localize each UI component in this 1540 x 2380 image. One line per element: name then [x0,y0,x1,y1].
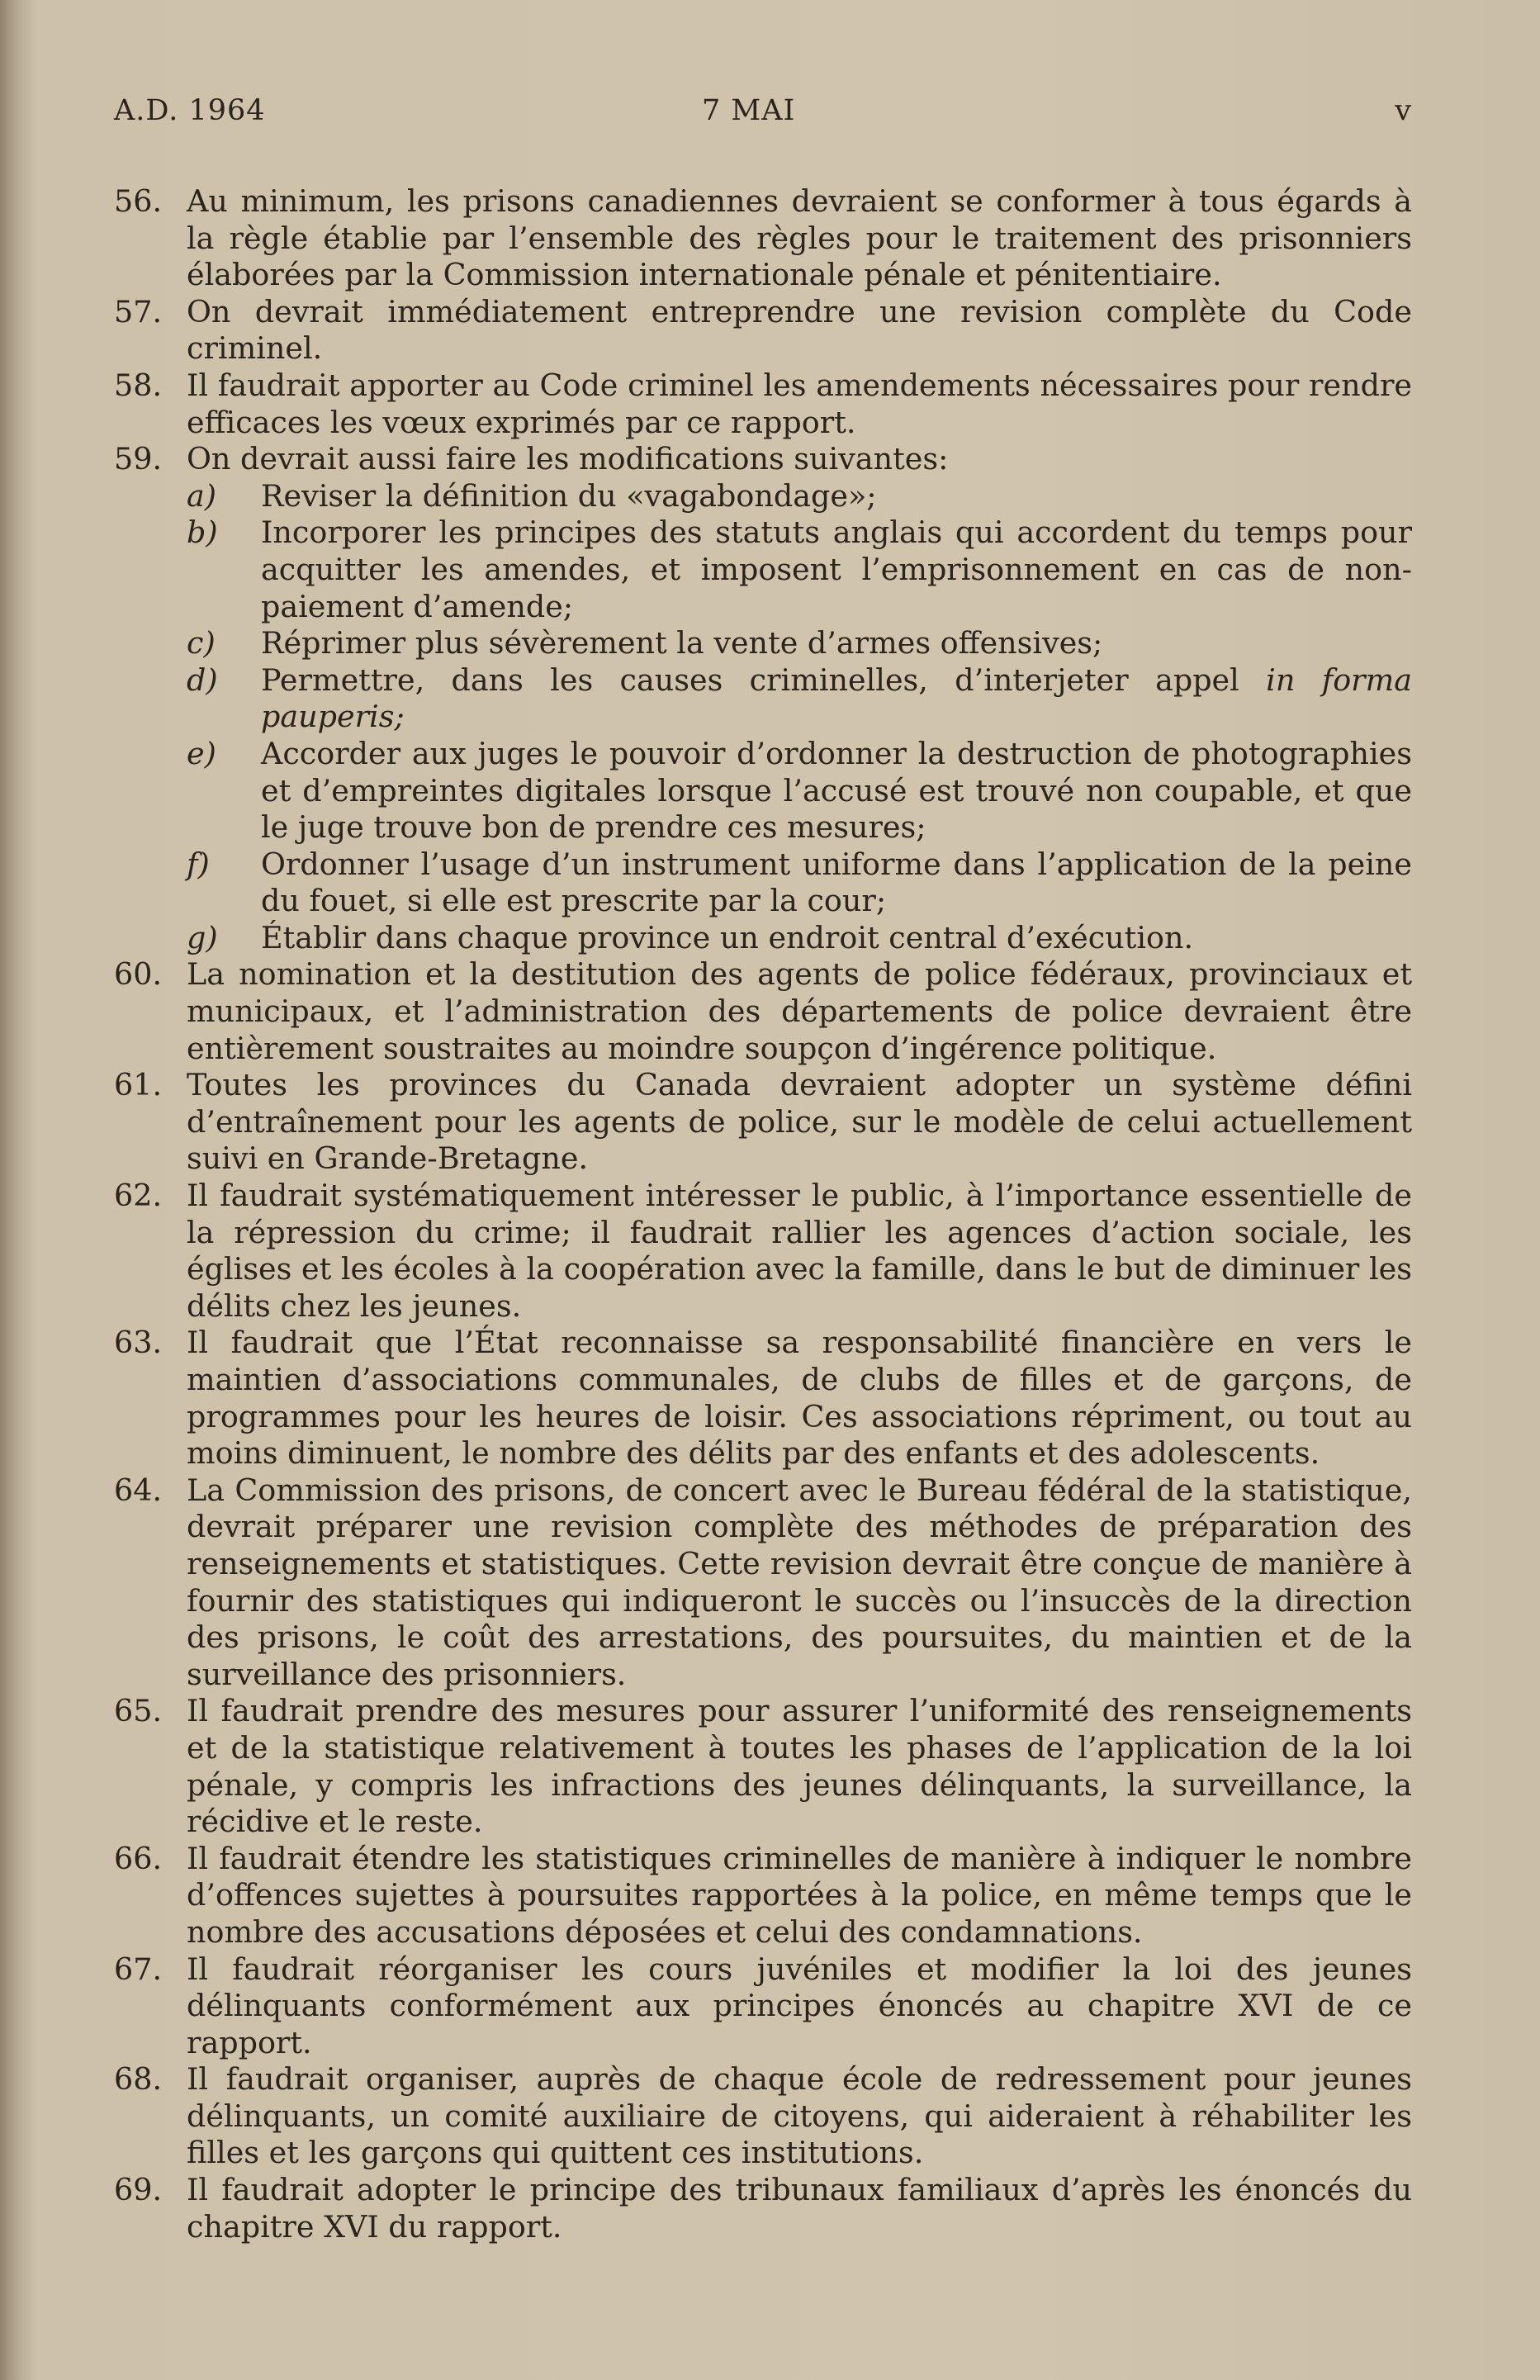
sub-item-plain-text: Réprimer plus sévèrement la vente d’armes offensives; [261,625,1103,661]
list-item [114,1693,1412,1840]
item-text: Il faudrait que l’État reconnaisse sa responsabilité financière en vers le maintien d’associations communales, de clubs de filles et de garçons, de programmes pour les heures de loisir. Ces associations répriment, ou tout au moins diminuent, le nombre des délits par des enfants et des adolescents. [187,1325,1412,1472]
item-number: 59. [114,441,163,477]
item-text: Il faudrait adopter le principe des tribunaux familiaux d’après les énoncés du chapitre XVI du rapport. [187,2172,1412,2245]
item-text: Il faudrait réorganiser les cours juvéniles et modifier la loi des jeunes délinquants conformément aux principes énoncés au chapitre XVI de ce rapport. [187,1951,1412,2060]
header-year: A.D. 1964 [114,94,266,127]
sub-item [187,514,1412,625]
item-body [187,1067,1412,1178]
sub-item-text [261,846,1412,920]
item-number: 66. [114,1840,163,1876]
list-item [114,183,1412,294]
item-body [187,1951,1412,2062]
sub-item-plain-text: Permettre, dans les causes criminelles, d’interjeter appel [261,661,1267,698]
sub-item-letter: e) [187,735,216,771]
item-number: 64. [114,1472,163,1508]
sub-item-letter: a) [187,477,217,514]
item-body [187,294,1412,367]
item-body [187,1325,1412,1472]
sub-item-text [261,478,1412,515]
list-item [114,2172,1412,2245]
sub-item-plain-text: Reviser la définition du «vagabondage»; [261,477,877,514]
sub-item-letter: b) [187,514,218,551]
item-body [187,367,1412,441]
list-item [114,294,1412,367]
list-item [114,1067,1412,1178]
sub-item-italic-text: in forma pauperis; [261,661,1412,735]
item-number: 56. [114,183,163,219]
sub-item-plain-text: Établir dans chaque province un endroit central d’exécution. [261,919,1194,955]
item-text: Toutes les provinces du Canada devraient adopter un système défini d’entraînement pour les agents de police, sur le modèle de celui actuellement suivi en Grande-Bretagne. [187,1067,1412,1177]
sub-item [187,478,1412,515]
item-body [187,1472,1412,1694]
sub-list [187,478,1412,957]
item-number: 67. [114,1951,163,1987]
item-text: La Commission des prisons, de concert avec le Bureau fédéral de la statistique, devrait préparer une revision complète des méthodes de préparation des renseignements et statistiques. Cette revision devrait être conçue de manière à fournir des statistiques qui indiqueront le succès ou l’insuccès de la direction des prisons, le coût des arrestations, des poursuites, du maintien et de la surveillance des prisonniers. [187,1472,1412,1692]
item-number: 63. [114,1325,163,1361]
item-number: 62. [114,1178,163,1214]
sub-item-text [261,625,1412,662]
sub-item-text [261,662,1412,736]
item-number: 57. [114,293,163,330]
item-text: Il faudrait systématiquement intéresser le public, à l’importance essentielle de la répression du crime; il faudrait rallier les agences d’action sociale, les églises et les écoles à la coopération avec la famille, dans le but de diminuer les délits chez les jeunes. [187,1178,1412,1324]
item-number: 65. [114,1693,163,1729]
list-item [114,441,1412,956]
item-number: 68. [114,2061,163,2098]
item-body [187,2061,1412,2172]
page-spine-shadow [0,0,31,2380]
sub-item-plain-text: Incorporer les principes des statuts anglais qui accordent du temps pour acquitter les amendes, et imposent l’emprisonnement en cas de non-paiement d’amende; [261,514,1412,624]
item-number: 60. [114,956,163,993]
item-number: 61. [114,1067,163,1103]
header-date: 7 MAI [702,94,796,127]
sub-item-letter: d) [187,661,218,698]
item-text: Il faudrait étendre les statistiques criminelles de manière à indiquer le nombre d’offences sujettes à poursuites rapportées à la police, en même temps que le nombre des accusations déposées et celui des condamnations. [187,1840,1412,1950]
recommendations-list [114,183,1412,2245]
sub-item-plain-text: Accorder aux juges le pouvoir d’ordonner la destruction de photographies et d’empreintes digitales lorsque l’accusé est trouvé non coupable, et que le juge trouve bon de prendre ces mesures; [261,735,1412,846]
sub-item-letter: f) [187,846,210,882]
item-text: On devrait immédiatement entreprendre une revision complète du Code criminel. [187,293,1412,367]
list-item [114,956,1412,1067]
item-body [187,2172,1412,2245]
sub-item [187,625,1412,662]
sub-item-plain-text: Ordonner l’usage d’un instrument uniforme dans l’application de la peine du fouet, si elle est prescrite par la cour; [261,846,1412,919]
sub-item [187,920,1412,957]
list-item [114,1325,1412,1472]
sub-item-letter: g) [187,919,218,955]
item-text: Il faudrait organiser, auprès de chaque école de redressement pour jeunes délinquants, un comité auxiliaire de citoyens, qui aideraient à réhabiliter les filles et les garçons qui quittent ces institutions. [187,2061,1412,2171]
item-body [187,1841,1412,1951]
item-text: Il faudrait apporter au Code criminel les amendements nécessaires pour rendre efficaces les vœux exprimés par ce rapport. [187,367,1412,440]
list-item [114,2061,1412,2172]
item-body [187,956,1412,1067]
sub-item-text [261,920,1412,957]
running-header [114,94,1412,134]
item-text: On devrait aussi faire les modifications suivantes: [187,441,949,477]
item-body [187,183,1412,294]
sub-item-letter: c) [187,625,216,661]
item-body [187,441,1412,956]
item-body [187,1178,1412,1325]
list-item [114,1951,1412,2062]
item-text: La nomination et la destitution des agents de police fédéraux, provinciaux et municipaux, et l’administration des départements de police devraient être entièrement soustraites au moindre soupçon d’ingérence politique. [187,956,1412,1066]
list-item [114,1178,1412,1325]
sub-item-text [261,514,1412,625]
list-item [114,1841,1412,1951]
sub-item [187,662,1412,736]
sub-item-text [261,736,1412,846]
item-body [187,1693,1412,1840]
item-text: Il faudrait prendre des mesures pour assurer l’uniformité des renseignements et de la statistique relativement à toutes les phases de l’application de la loi pénale, y compris les infractions des jeunes délinquants, la surveillance, la récidive et le reste. [187,1693,1412,1840]
item-text: Au minimum, les prisons canadiennes devraient se conformer à tous égards à la règle établie par l’ensemble des règles pour le traitement des prisonniers élaborées par la Commission internationale pénale et pénitentiaire. [187,183,1412,293]
item-number: 69. [114,2172,163,2208]
list-item [114,367,1412,441]
header-page-number: v [1395,94,1412,127]
list-item [114,1472,1412,1694]
item-number: 58. [114,367,163,403]
sub-item [187,846,1412,920]
sub-item [187,736,1412,846]
